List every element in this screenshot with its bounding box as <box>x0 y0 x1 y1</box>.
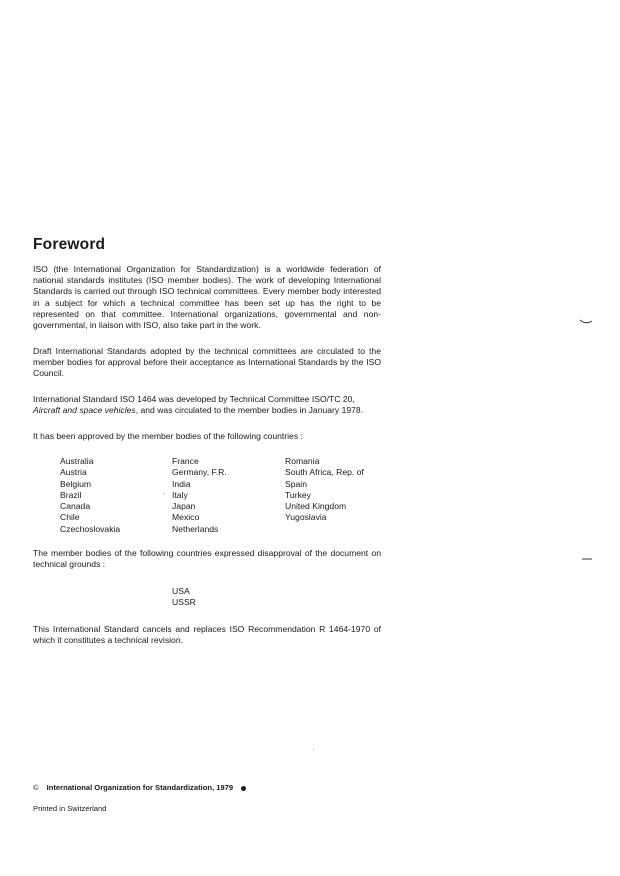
country-item: India <box>172 478 191 489</box>
committee-name: Aircraft and space vehicles <box>33 405 136 416</box>
paragraph-revision: This International Standard cancels and replaces ISO Recommendation R 1464-1970 of which it constitutes a technical revision. <box>33 624 381 646</box>
disapproving-countries <box>172 586 196 609</box>
country-item: South Africa, Rep. of <box>285 467 364 478</box>
paragraph-approval: It has been approved by the member bodies of the following countries : <box>33 431 303 441</box>
country-item: Brazil <box>60 489 82 500</box>
approving-countries-col2 <box>172 456 227 535</box>
copyright-line <box>33 783 246 792</box>
page-title: Foreword <box>33 236 106 253</box>
country-item: Turkey <box>285 489 311 500</box>
country-item: Romania <box>285 456 320 466</box>
binding-mark-icon <box>579 318 593 326</box>
origin-text-start: International Standard ISO 1464 was developed by Technical Committee ISO/TC 20, <box>33 394 355 404</box>
paragraph-standard-origin <box>33 394 381 416</box>
country-item: Yugoslavia <box>285 512 327 523</box>
printed-in: Printed in Switzerland <box>33 804 107 813</box>
country-item: Germany, F.R. <box>172 467 227 478</box>
country-item: Mexico <box>172 512 200 523</box>
country-item: France <box>172 456 199 466</box>
country-item: Japan <box>172 501 196 512</box>
paragraph-iso-intro: ISO (the International Organization for Standardization) is a worldwide federation of national standards institutes (ISO member bodies). The work of developing International Standards is carried out through ISO technical committees. Every member body interested in a subject for which a technical committee has been set up has the right to be represented on that committee. International organizations, governmental and non-governmental, in liaison with ISO, also take part in the work. <box>33 264 381 331</box>
binding-mark-icon <box>581 557 593 561</box>
origin-text-end: , and was circulated to the member bodies in January 1978. <box>135 405 364 416</box>
scan-speck <box>313 749 314 750</box>
scan-speck <box>163 493 164 494</box>
country-item: Canada <box>60 501 91 512</box>
paragraph-draft-standards: Draft International Standards adopted by the technical committees are circulated to the member bodies for approval before their acceptance as International Standards by the ISO Council. <box>33 346 381 379</box>
country-item: USSR <box>172 597 196 608</box>
country-item: United Kingdom <box>285 501 347 512</box>
approving-countries-col3 <box>285 456 364 524</box>
country-item: Spain <box>285 478 307 489</box>
country-item: Chile <box>60 512 80 523</box>
country-item: Czechoslovakia <box>60 523 121 534</box>
country-item: Australia <box>60 456 94 466</box>
country-item: USA <box>172 586 190 596</box>
country-item: Italy <box>172 489 188 500</box>
country-item: Netherlands <box>172 523 219 534</box>
approving-countries-col1 <box>60 456 120 535</box>
copyright-text: International Organization for Standardization, 1979 <box>46 783 234 792</box>
bullet-dot-icon <box>241 786 246 791</box>
copyright-icon: © <box>33 783 39 792</box>
country-item: Belgium <box>60 478 92 489</box>
country-item: Austria <box>60 467 87 478</box>
paragraph-disapproval: The member bodies of the following countries expressed disapproval of the document on technical grounds : <box>33 548 381 570</box>
